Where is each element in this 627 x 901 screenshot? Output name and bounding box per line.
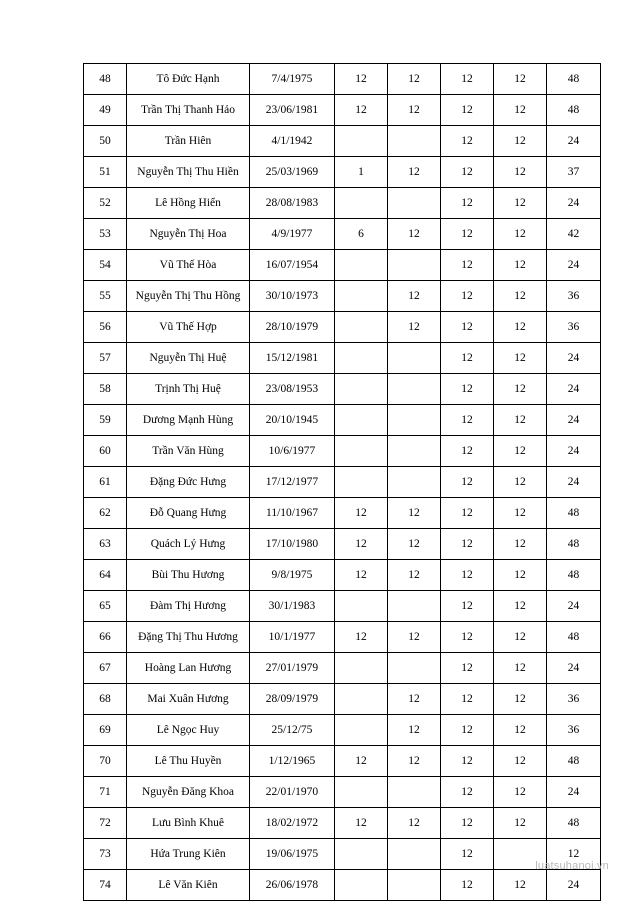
table-cell-dob: 28/10/1979 — [250, 312, 335, 343]
table-cell-stt: 52 — [84, 188, 127, 219]
table-cell-col3: 12 — [441, 312, 494, 343]
table-cell-col1: 12 — [335, 622, 388, 653]
table-row — [84, 529, 601, 560]
table-cell-col1: 12 — [335, 560, 388, 591]
table-row — [84, 684, 601, 715]
table-cell-total: 24 — [547, 250, 601, 281]
table-row — [84, 808, 601, 839]
table-cell-col1 — [335, 436, 388, 467]
table-cell-col1: 12 — [335, 529, 388, 560]
table-cell-col3: 12 — [441, 622, 494, 653]
table-cell-col3: 12 — [441, 529, 494, 560]
table-cell-stt: 51 — [84, 157, 127, 188]
table-cell-total: 36 — [547, 684, 601, 715]
table-cell-col1: 12 — [335, 95, 388, 126]
table-cell-col3: 12 — [441, 498, 494, 529]
table-cell-dob: 23/06/1981 — [250, 95, 335, 126]
table-cell-total: 37 — [547, 157, 601, 188]
table-cell-name: Quách Lý Hưng — [127, 529, 250, 560]
table-cell-col4: 12 — [494, 436, 547, 467]
table-cell-col2 — [388, 126, 441, 157]
table-cell-col1 — [335, 684, 388, 715]
table-cell-dob: 26/06/1978 — [250, 870, 335, 901]
table-row — [84, 467, 601, 498]
table-cell-total: 48 — [547, 746, 601, 777]
table-cell-col4: 12 — [494, 498, 547, 529]
table-cell-total: 24 — [547, 188, 601, 219]
table-cell-dob: 25/12/75 — [250, 715, 335, 746]
table-row — [84, 436, 601, 467]
table-cell-stt: 69 — [84, 715, 127, 746]
table-cell-col1 — [335, 312, 388, 343]
table-cell-col3: 12 — [441, 436, 494, 467]
watermark-text: luatsuhanoi.vn — [535, 860, 609, 872]
table-cell-col1: 12 — [335, 498, 388, 529]
table-cell-col3: 12 — [441, 560, 494, 591]
table-cell-col3: 12 — [441, 870, 494, 901]
table-cell-stt: 71 — [84, 777, 127, 808]
table-cell-stt: 65 — [84, 591, 127, 622]
table-cell-col4: 12 — [494, 281, 547, 312]
table-cell-stt: 53 — [84, 219, 127, 250]
table-cell-col4: 12 — [494, 653, 547, 684]
table-row — [84, 343, 601, 374]
table-cell-col3: 12 — [441, 746, 494, 777]
table-cell-dob: 10/1/1977 — [250, 622, 335, 653]
table-cell-col3: 12 — [441, 777, 494, 808]
table-cell-stt: 62 — [84, 498, 127, 529]
table-cell-name: Lê Hồng Hiển — [127, 188, 250, 219]
table-cell-col3: 12 — [441, 715, 494, 746]
table-cell-dob: 30/1/1983 — [250, 591, 335, 622]
table-cell-stt: 74 — [84, 870, 127, 901]
table-cell-name: Trần Thị Thanh Hảo — [127, 95, 250, 126]
table-cell-name: Nguyễn Thị Thu Hồng — [127, 281, 250, 312]
table-cell-col2: 12 — [388, 746, 441, 777]
table-cell-stt: 70 — [84, 746, 127, 777]
table-cell-col1 — [335, 188, 388, 219]
table-cell-col2: 12 — [388, 622, 441, 653]
table-row — [84, 126, 601, 157]
table-cell-total: 24 — [547, 870, 601, 901]
table-cell-name: Nguyễn Thị Thu Hiền — [127, 157, 250, 188]
table-cell-dob: 20/10/1945 — [250, 405, 335, 436]
table-cell-col3: 12 — [441, 374, 494, 405]
table-cell-col4: 12 — [494, 746, 547, 777]
table-cell-col4: 12 — [494, 870, 547, 901]
table-row — [84, 374, 601, 405]
table-cell-col2 — [388, 839, 441, 870]
table-cell-col1 — [335, 870, 388, 901]
table-row — [84, 746, 601, 777]
table-cell-col2: 12 — [388, 64, 441, 95]
table-cell-name: Lê Ngọc Huy — [127, 715, 250, 746]
table-cell-col1: 12 — [335, 746, 388, 777]
table-cell-stt: 50 — [84, 126, 127, 157]
table-cell-stt: 49 — [84, 95, 127, 126]
table-cell-col2 — [388, 250, 441, 281]
table-cell-col2 — [388, 436, 441, 467]
table-cell-col2: 12 — [388, 219, 441, 250]
table-cell-col3: 12 — [441, 64, 494, 95]
table-cell-name: Trịnh Thị Huệ — [127, 374, 250, 405]
table-row — [84, 281, 601, 312]
table-row — [84, 870, 601, 901]
table-cell-col3: 12 — [441, 157, 494, 188]
table-cell-col3: 12 — [441, 839, 494, 870]
table-cell-name: Đỗ Quang Hưng — [127, 498, 250, 529]
table-cell-col4: 12 — [494, 591, 547, 622]
table-cell-col4: 12 — [494, 777, 547, 808]
table-row — [84, 250, 601, 281]
table-cell-dob: 30/10/1973 — [250, 281, 335, 312]
table-cell-col2 — [388, 343, 441, 374]
table-cell-dob: 22/01/1970 — [250, 777, 335, 808]
table-row — [84, 777, 601, 808]
table-cell-stt: 73 — [84, 839, 127, 870]
table-cell-total: 24 — [547, 126, 601, 157]
table-cell-dob: 1/12/1965 — [250, 746, 335, 777]
table-row — [84, 219, 601, 250]
table-cell-name: Vũ Thế Hòa — [127, 250, 250, 281]
table-cell-dob: 19/06/1975 — [250, 839, 335, 870]
table-cell-dob: 28/09/1979 — [250, 684, 335, 715]
table-cell-col3: 12 — [441, 126, 494, 157]
table-cell-name: Nguyễn Đăng Khoa — [127, 777, 250, 808]
table-cell-col4: 12 — [494, 250, 547, 281]
table-cell-name: Mai Xuân Hương — [127, 684, 250, 715]
table-cell-total: 24 — [547, 343, 601, 374]
table-cell-stt: 48 — [84, 64, 127, 95]
table-cell-col4: 12 — [494, 405, 547, 436]
table-row — [84, 839, 601, 870]
table-cell-dob: 27/01/1979 — [250, 653, 335, 684]
table-cell-total: 24 — [547, 591, 601, 622]
table-cell-dob: 15/12/1981 — [250, 343, 335, 374]
table-row — [84, 715, 601, 746]
table-cell-total: 24 — [547, 467, 601, 498]
table-cell-col1: 12 — [335, 808, 388, 839]
table-cell-col1 — [335, 591, 388, 622]
table-cell-total: 24 — [547, 405, 601, 436]
table-cell-stt: 67 — [84, 653, 127, 684]
table-cell-stt: 68 — [84, 684, 127, 715]
table-cell-name: Bùi Thu Hương — [127, 560, 250, 591]
table-cell-stt: 57 — [84, 343, 127, 374]
table-cell-col2: 12 — [388, 684, 441, 715]
table-cell-col2 — [388, 405, 441, 436]
table-cell-col2: 12 — [388, 281, 441, 312]
table-cell-col2 — [388, 467, 441, 498]
table-cell-col3: 12 — [441, 219, 494, 250]
table-cell-total: 24 — [547, 653, 601, 684]
table-cell-name: Nguyễn Thị Huệ — [127, 343, 250, 374]
table-cell-stt: 54 — [84, 250, 127, 281]
table-cell-total: 24 — [547, 777, 601, 808]
table-cell-col1: 1 — [335, 157, 388, 188]
table-row — [84, 157, 601, 188]
table-cell-total: 12 — [547, 839, 601, 870]
table-cell-col3: 12 — [441, 281, 494, 312]
table-cell-col1 — [335, 467, 388, 498]
table-cell-name: Đặng Thị Thu Hương — [127, 622, 250, 653]
table-cell-stt: 63 — [84, 529, 127, 560]
table-cell-name: Lưu Bình Khuê — [127, 808, 250, 839]
table-cell-col3: 12 — [441, 653, 494, 684]
table-cell-col3: 12 — [441, 95, 494, 126]
table-cell-col1 — [335, 839, 388, 870]
table-row — [84, 95, 601, 126]
table-cell-col4: 12 — [494, 343, 547, 374]
table-cell-col3: 12 — [441, 684, 494, 715]
table-cell-col4: 12 — [494, 126, 547, 157]
table-row — [84, 405, 601, 436]
table-cell-total: 36 — [547, 281, 601, 312]
table-cell-name: Đặng Đức Hưng — [127, 467, 250, 498]
table-cell-col2 — [388, 653, 441, 684]
table-cell-col1 — [335, 777, 388, 808]
table-cell-name: Trần Văn Hùng — [127, 436, 250, 467]
table-cell-total: 48 — [547, 808, 601, 839]
table-cell-col4: 12 — [494, 560, 547, 591]
table-cell-col4: 12 — [494, 529, 547, 560]
table-cell-col1 — [335, 343, 388, 374]
table-cell-stt: 56 — [84, 312, 127, 343]
table-cell-col1 — [335, 374, 388, 405]
table-cell-total: 36 — [547, 312, 601, 343]
table-cell-total: 48 — [547, 95, 601, 126]
table-cell-col4: 12 — [494, 188, 547, 219]
table-cell-col2 — [388, 374, 441, 405]
table-cell-col3: 12 — [441, 188, 494, 219]
table-cell-dob: 18/02/1972 — [250, 808, 335, 839]
table-cell-name: Nguyễn Thị Hoa — [127, 219, 250, 250]
table-cell-col4: 12 — [494, 312, 547, 343]
table-cell-col4: 12 — [494, 374, 547, 405]
table-cell-dob: 28/08/1983 — [250, 188, 335, 219]
table-cell-name: Vũ Thế Hợp — [127, 312, 250, 343]
table-cell-col1 — [335, 126, 388, 157]
table-cell-col2 — [388, 188, 441, 219]
table-cell-stt: 55 — [84, 281, 127, 312]
table-row — [84, 188, 601, 219]
table-row — [84, 560, 601, 591]
table-cell-col2: 12 — [388, 312, 441, 343]
table-cell-dob: 7/4/1975 — [250, 64, 335, 95]
table-cell-col4: 12 — [494, 684, 547, 715]
table-cell-col3: 12 — [441, 250, 494, 281]
table-cell-col2: 12 — [388, 529, 441, 560]
table-cell-col4: 12 — [494, 95, 547, 126]
table-cell-dob: 23/08/1953 — [250, 374, 335, 405]
table-cell-stt: 60 — [84, 436, 127, 467]
table-row — [84, 653, 601, 684]
table-cell-col4: 12 — [494, 622, 547, 653]
table-cell-dob: 17/12/1977 — [250, 467, 335, 498]
table-cell-name: Đàm Thị Hương — [127, 591, 250, 622]
table-cell-col2: 12 — [388, 95, 441, 126]
table-cell-col4: 12 — [494, 715, 547, 746]
table-cell-col4: 12 — [494, 219, 547, 250]
table-cell-stt: 72 — [84, 808, 127, 839]
table-cell-total: 48 — [547, 560, 601, 591]
table-cell-col2: 12 — [388, 560, 441, 591]
table-row — [84, 312, 601, 343]
table-cell-dob: 16/07/1954 — [250, 250, 335, 281]
table-cell-col3: 12 — [441, 591, 494, 622]
table-cell-col2: 12 — [388, 157, 441, 188]
table-cell-col2: 12 — [388, 715, 441, 746]
table-cell-total: 48 — [547, 529, 601, 560]
table-cell-col1: 12 — [335, 64, 388, 95]
table-cell-col4: 12 — [494, 467, 547, 498]
table-cell-total: 48 — [547, 498, 601, 529]
table-cell-dob: 4/9/1977 — [250, 219, 335, 250]
table-cell-col3: 12 — [441, 343, 494, 374]
table-cell-col2 — [388, 777, 441, 808]
table-cell-col2 — [388, 591, 441, 622]
table-body — [84, 64, 601, 901]
table-cell-dob: 10/6/1977 — [250, 436, 335, 467]
table-row — [84, 622, 601, 653]
table-cell-dob: 9/8/1975 — [250, 560, 335, 591]
table-cell-col2: 12 — [388, 808, 441, 839]
table-cell-dob: 17/10/1980 — [250, 529, 335, 560]
table-cell-stt: 58 — [84, 374, 127, 405]
table-cell-col1: 6 — [335, 219, 388, 250]
table-cell-total: 24 — [547, 374, 601, 405]
table-cell-stt: 59 — [84, 405, 127, 436]
table-cell-col1 — [335, 405, 388, 436]
table-cell-stt: 66 — [84, 622, 127, 653]
table-cell-col2: 12 — [388, 498, 441, 529]
table-cell-col4: 12 — [494, 808, 547, 839]
table-cell-total: 36 — [547, 715, 601, 746]
table-cell-col3: 12 — [441, 467, 494, 498]
table-cell-name: Lê Văn Kiên — [127, 870, 250, 901]
table-cell-name: Dương Mạnh Hùng — [127, 405, 250, 436]
table-cell-col1 — [335, 250, 388, 281]
table-cell-name: Lê Thu Huyền — [127, 746, 250, 777]
table-cell-total: 48 — [547, 622, 601, 653]
table-cell-dob: 11/10/1967 — [250, 498, 335, 529]
table-cell-name: Hứa Trung Kiên — [127, 839, 250, 870]
table-cell-col4: 12 — [494, 157, 547, 188]
table-cell-total: 42 — [547, 219, 601, 250]
data-table — [83, 63, 601, 901]
table-cell-col3: 12 — [441, 405, 494, 436]
table-cell-col1 — [335, 281, 388, 312]
table-cell-total: 24 — [547, 436, 601, 467]
table-cell-dob: 25/03/1969 — [250, 157, 335, 188]
table-row — [84, 591, 601, 622]
table-cell-total: 48 — [547, 64, 601, 95]
table-cell-name: Tô Đức Hạnh — [127, 64, 250, 95]
table-cell-dob: 4/1/1942 — [250, 126, 335, 157]
table-cell-name: Trần Hiên — [127, 126, 250, 157]
table-cell-col1 — [335, 653, 388, 684]
table-cell-stt: 61 — [84, 467, 127, 498]
table-cell-col4: 12 — [494, 64, 547, 95]
table-cell-col2 — [388, 870, 441, 901]
table-cell-stt: 64 — [84, 560, 127, 591]
table-row — [84, 64, 601, 95]
table-cell-col1 — [335, 715, 388, 746]
table-cell-col3: 12 — [441, 808, 494, 839]
table-row — [84, 498, 601, 529]
table-cell-name: Hoàng Lan Hương — [127, 653, 250, 684]
